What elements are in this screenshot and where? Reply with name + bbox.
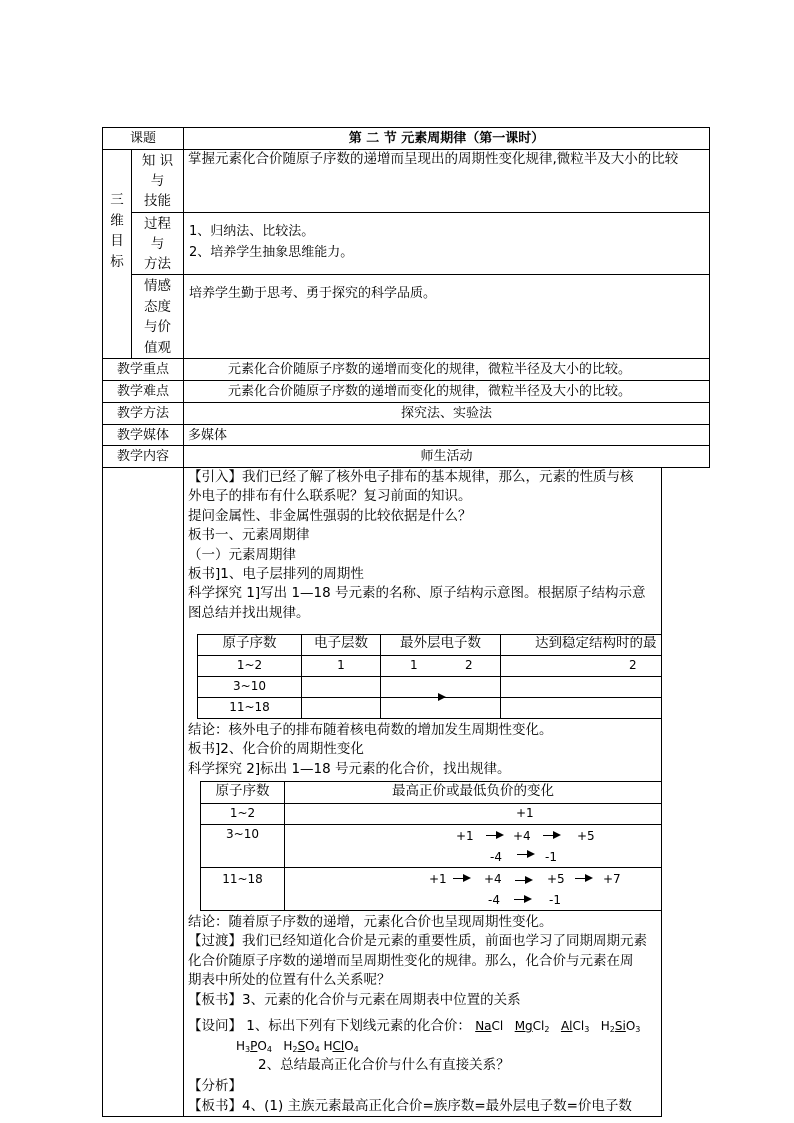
body-middle: 结论：核外电子的排布随着核电荷数的增加发生周期性变化。 板书]2、化合价的周期性变化 科学探究 2]标出 1—18 号元素的化合价，找出规律。 bbox=[188, 722, 553, 777]
key-text: 元素化合价随原子序数的递增而变化的规律，微粒半径及大小的比较。 bbox=[228, 362, 632, 377]
t2-row2-seq: 3~10 bbox=[226, 827, 259, 841]
objectives-group-label: 三 维 目 标 bbox=[110, 192, 124, 270]
emotion-text: 培养学生勤于思考、勇于探究的科学品质。 bbox=[189, 286, 437, 301]
method-label: 教学方法 bbox=[116, 406, 169, 421]
media-label: 教学媒体 bbox=[116, 428, 169, 443]
media-text: 多媒体 bbox=[188, 428, 228, 443]
t1-row1-layers: 1 bbox=[337, 658, 345, 672]
content-text: 师生活动 bbox=[420, 449, 473, 464]
t1-header-seq: 原子序数 bbox=[222, 635, 277, 651]
method-text: 探究法、实验法 bbox=[400, 406, 492, 421]
process-text: 1、归纳法、比较法。 2、培养学生抽象思维能力。 bbox=[189, 224, 354, 260]
question-2: 2、总结最高正化合价与什么有直接关系？ bbox=[258, 1057, 510, 1073]
t2-row3-top-2: +4 bbox=[484, 872, 502, 886]
lesson-label: 课题 bbox=[129, 131, 156, 146]
knowledge-label: 知 识 与 技能 bbox=[141, 153, 174, 209]
t2-row2-bottom-1: -4 bbox=[490, 850, 502, 864]
t2-row1-seq: 1~2 bbox=[229, 806, 256, 820]
t2-row3-bottom-2: -1 bbox=[549, 893, 561, 907]
question-1 bbox=[188, 1017, 640, 1039]
analysis-label: 【分析】 bbox=[188, 1078, 242, 1094]
content-label: 教学内容 bbox=[116, 449, 169, 464]
t2-row3-arrow-2 bbox=[515, 880, 531, 881]
t2-row2-arrow-3 bbox=[517, 854, 533, 855]
difficulty-text: 元素化合价随原子序数的递增而变化的规律，微粒半径及大小的比较。 bbox=[228, 384, 632, 399]
t2-row3-arrow-4 bbox=[514, 899, 530, 900]
t2-row2-top-2: +4 bbox=[513, 829, 531, 843]
lesson-title: 第 二 节 元素周期律（第一课时） bbox=[348, 131, 545, 146]
t2-row3-seq: 11~18 bbox=[222, 872, 263, 886]
t2-row3-arrow-3 bbox=[575, 878, 591, 879]
t1-header-outer: 最外层电子数 bbox=[400, 635, 481, 651]
t2-row1-value: +1 bbox=[516, 806, 534, 820]
body-intro: 【引入】我们已经了解了核外电子排布的基本规律，那么，元素的性质与核 外电子的排布有什么联系呢？复习前面的知识。 提问金属性、非金属性强弱的比较依据是什么？ 板书一、元素周期律 （一）元素周期律 板书]1、电子层排列的周期性 科学探究 1]写出 1—18 号元素的名称、原子结构示意图。根据原子结构示意 图总结并找出规律。 bbox=[188, 469, 646, 621]
t2-row2-top-1: +1 bbox=[456, 829, 474, 843]
compound-list-1: NaCl MgCl$_2$ AlCl$_3$ $H_2SiO_3$ bbox=[475, 1019, 641, 1034]
compound-list-2: $H_3PO_4$ $H_2SO_4$ HClO$_4$ bbox=[236, 1039, 359, 1054]
t2-row2-arrow-2 bbox=[543, 835, 559, 836]
t1-header-stable: 达到稳定结构时的最 bbox=[535, 636, 657, 651]
t1-arrow bbox=[428, 697, 444, 698]
t2-row3-top-4: +7 bbox=[603, 872, 621, 886]
t2-header-seq: 原子序数 bbox=[215, 783, 270, 799]
t2-row3-top-3: +5 bbox=[547, 872, 565, 886]
t2-row3-bottom-1: -4 bbox=[488, 893, 500, 907]
knowledge-text: 掌握元素化合价随原子序数的递增而呈现出的周期性变化规律,微粒半及大小的比较 bbox=[188, 151, 679, 167]
t1-header-layers: 电子层数 bbox=[314, 635, 368, 651]
process-label: 过程 与 方法 bbox=[144, 216, 171, 272]
final-board: 【板书】4、(1) 主族元素最高正化合价=族序数=最外层电子数=价电子数 bbox=[188, 1098, 632, 1114]
t2-header-change: 最高正价或最低负价的变化 bbox=[392, 783, 554, 799]
t1-row1-seq: 1~2 bbox=[236, 658, 263, 672]
t2-row2-top-3: +5 bbox=[577, 829, 595, 843]
question-1-prefix: 【设问】 1、标出下列有下划线元素的化合价： bbox=[188, 1018, 471, 1034]
t2-row2-bottom-2: -1 bbox=[545, 850, 557, 864]
t2-row3-arrow-1 bbox=[453, 878, 469, 879]
t1-row3-seq: 11~18 bbox=[229, 700, 270, 714]
t2-row2-arrow-1 bbox=[486, 835, 502, 836]
t1-row1-outer-a: 1 bbox=[410, 658, 418, 672]
t2-row3-top-1: +1 bbox=[429, 872, 447, 886]
difficulty-label: 教学难点 bbox=[116, 384, 169, 399]
t1-row2-seq: 3~10 bbox=[233, 679, 266, 693]
body-lower: 结论：随着原子序数的递增，元素化合价也呈现周期性变化。 【过渡】我们已经知道化合价是元素的重要性质，前面也学习了同期周期元素 化合价随原子序数的递增而呈周期性变化的规律。那么，化合价与元素在周 期表中所处的位置有什么关系呢？ 【板书】3、元素的化合价与元素在周期表中位置的关系 bbox=[188, 914, 647, 1008]
t1-row1-outer-b: 2 bbox=[465, 658, 473, 672]
emotion-label: 情感 态度 与价 值观 bbox=[144, 278, 171, 356]
t1-row1-stable: 2 bbox=[629, 658, 637, 672]
key-label: 教学重点 bbox=[116, 362, 169, 377]
